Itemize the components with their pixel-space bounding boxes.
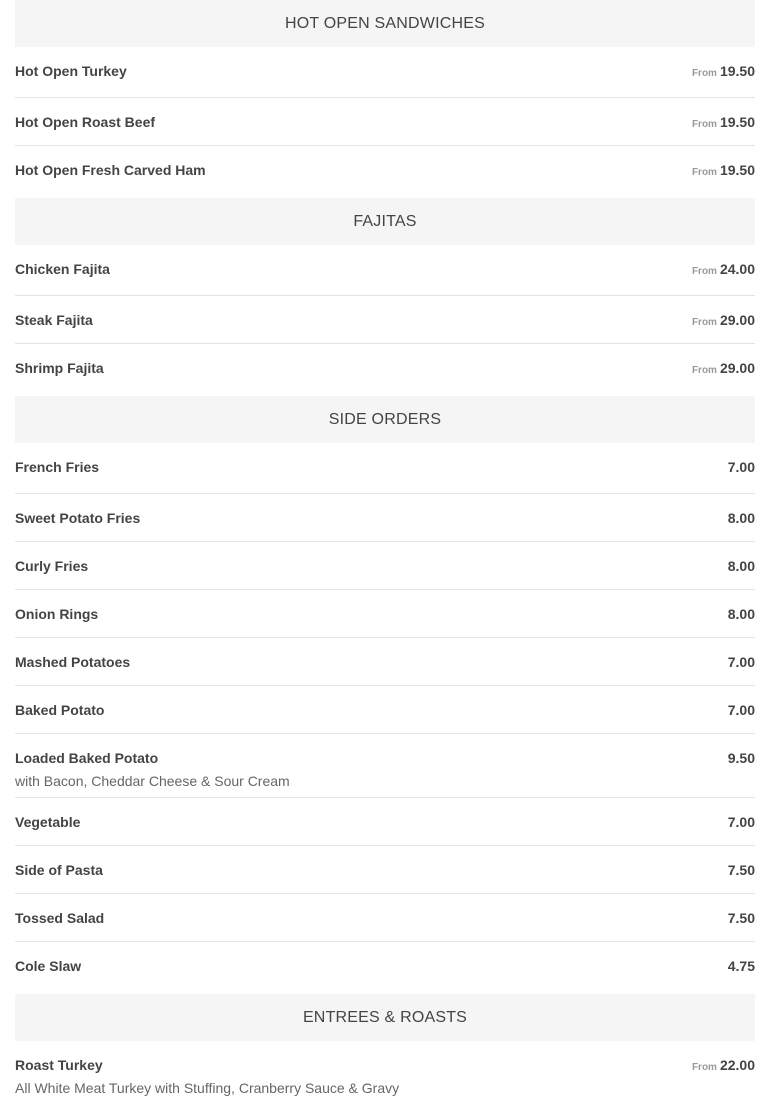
price-value: 19.50 <box>719 63 755 79</box>
menu-item[interactable] <box>15 443 755 494</box>
item-description: All White Meat Turkey with Stuffing, Cranberry Sauce & Gravy <box>15 1080 400 1096</box>
item-price <box>692 63 755 79</box>
item-name: Cole Slaw <box>15 958 82 974</box>
menu-item[interactable] <box>15 798 755 846</box>
section-title: FAJITAS <box>353 212 417 230</box>
price-value: 29.00 <box>719 312 755 328</box>
item-name: Hot Open Turkey <box>15 63 127 79</box>
menu-item[interactable] <box>15 494 755 542</box>
from-label: From <box>691 119 717 130</box>
item-name: Tossed Salad <box>15 910 105 926</box>
item-name: Roast Turkey <box>15 1057 103 1073</box>
menu-item[interactable] <box>15 894 755 942</box>
from-label: From <box>691 365 717 376</box>
menu-item[interactable] <box>15 245 755 296</box>
item-name: Baked Potato <box>15 702 105 718</box>
price-value: 19.50 <box>719 162 755 178</box>
item-description: with Bacon, Cheddar Cheese & Sour Cream <box>15 773 290 789</box>
menu-item[interactable] <box>15 734 755 798</box>
menu-item[interactable] <box>15 146 755 198</box>
section-header-fajitas <box>15 198 755 245</box>
from-label: From <box>691 317 717 328</box>
price-value: 29.00 <box>719 360 755 376</box>
menu-item[interactable] <box>15 942 755 994</box>
price-value: 22.00 <box>719 1057 755 1073</box>
item-name: French Fries <box>15 459 100 475</box>
menu-item[interactable] <box>15 98 755 146</box>
item-name: Chicken Fajita <box>15 261 110 277</box>
item-price <box>692 114 755 130</box>
item-name: Sweet Potato Fries <box>15 510 141 526</box>
item-price <box>692 162 755 178</box>
from-label: From <box>691 266 717 277</box>
item-price: 8.00 <box>727 510 755 526</box>
item-price <box>692 1057 755 1073</box>
item-price: 7.00 <box>727 654 755 670</box>
item-name: Side of Pasta <box>15 862 103 878</box>
section-header-entrees-roasts <box>15 994 755 1041</box>
section-header-side-orders <box>15 396 755 443</box>
item-price <box>692 261 755 277</box>
menu-item[interactable] <box>15 846 755 894</box>
item-price: 8.00 <box>727 606 755 622</box>
item-name: Vegetable <box>15 814 81 830</box>
item-name: Mashed Potatoes <box>15 654 131 670</box>
item-price: 7.00 <box>727 814 755 830</box>
item-price: 7.00 <box>727 702 755 718</box>
menu-item[interactable] <box>15 686 755 734</box>
menu-item[interactable] <box>15 47 755 98</box>
section-title: HOT OPEN SANDWICHES <box>285 14 485 32</box>
section-title: SIDE ORDERS <box>328 410 442 428</box>
item-price: 8.00 <box>727 558 755 574</box>
price-value: 19.50 <box>719 114 755 130</box>
menu-item[interactable] <box>15 296 755 344</box>
item-name: Hot Open Fresh Carved Ham <box>15 162 206 178</box>
item-name: Hot Open Roast Beef <box>15 114 156 130</box>
item-name: Shrimp Fajita <box>15 360 104 376</box>
item-price: 7.00 <box>727 459 755 475</box>
item-name: Loaded Baked Potato <box>15 750 159 766</box>
price-value: 24.00 <box>719 261 755 277</box>
item-price <box>692 360 755 376</box>
item-price <box>692 312 755 328</box>
item-name: Onion Rings <box>15 606 99 622</box>
from-label: From <box>691 1062 717 1073</box>
from-label: From <box>691 68 717 79</box>
item-price: 4.75 <box>727 958 755 974</box>
item-name: Curly Fries <box>15 558 89 574</box>
section-header-hot-open-sandwiches <box>15 0 755 47</box>
menu-item[interactable] <box>15 344 755 396</box>
item-price: 9.50 <box>727 750 755 766</box>
menu-item[interactable] <box>15 542 755 590</box>
menu-item[interactable] <box>15 638 755 686</box>
item-name: Steak Fajita <box>15 312 93 328</box>
from-label: From <box>691 167 717 178</box>
section-title: ENTREES & ROASTS <box>302 1008 468 1026</box>
menu-item[interactable] <box>15 1041 755 1105</box>
menu-item[interactable] <box>15 590 755 638</box>
item-price: 7.50 <box>727 910 755 926</box>
item-price: 7.50 <box>727 862 755 878</box>
